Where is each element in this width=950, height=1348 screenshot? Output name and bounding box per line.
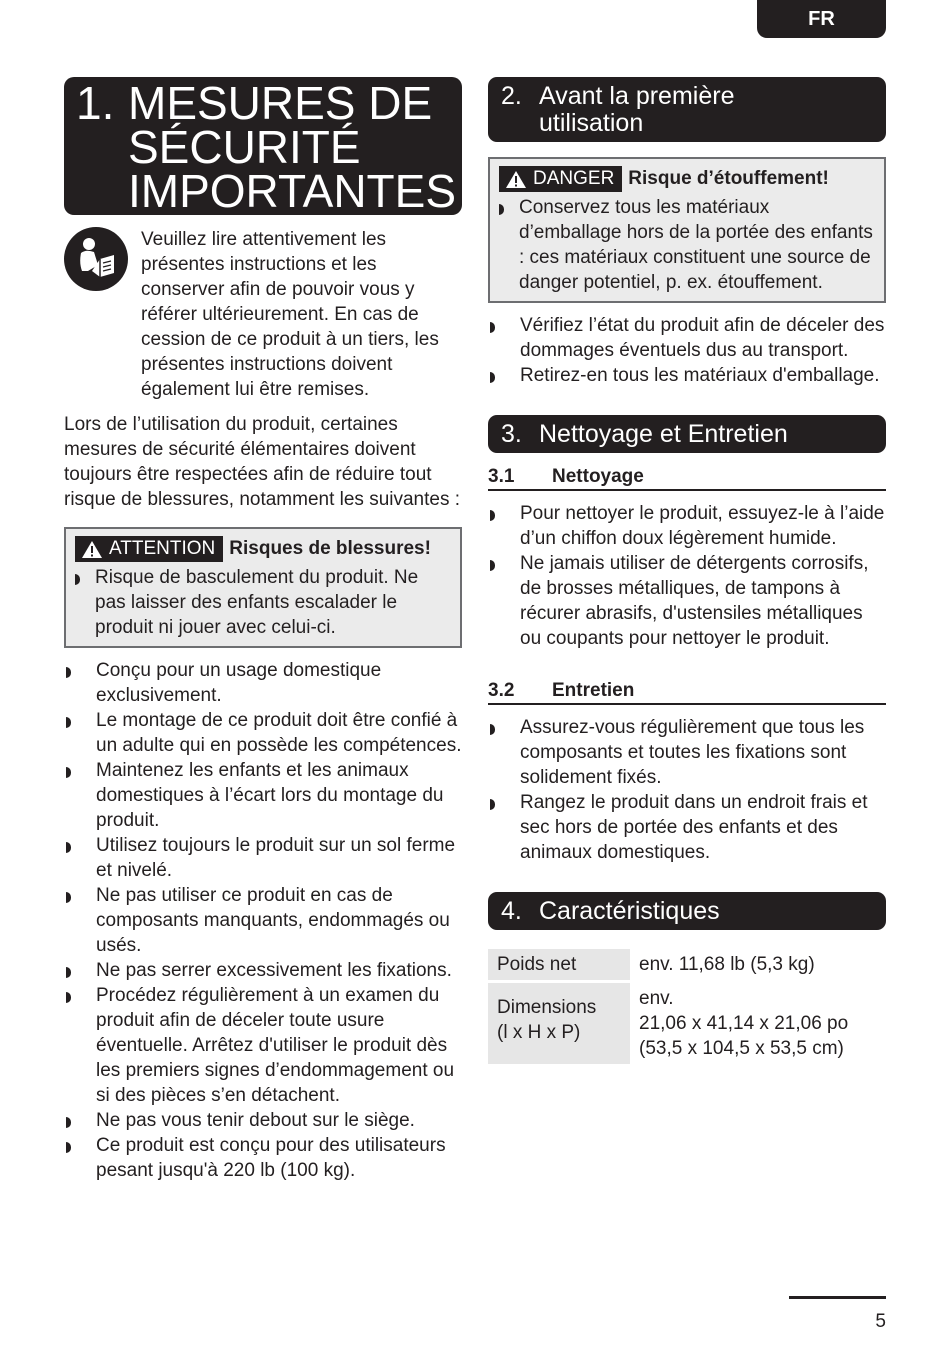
- attention-title: Risques de blessures!: [229, 538, 431, 559]
- spec-value: env. 11,68 lb (5,3 kg): [639, 954, 815, 975]
- section-1-number: 1.: [76, 77, 115, 129]
- list-item: Rangez le produit dans un endroit frais et sec hors de portée des enfants et des animaux domestiques.: [488, 790, 886, 865]
- spec-key: Poids net: [488, 949, 630, 980]
- list-item: Maintenez les enfants et les animaux domestiques à l’écart lors du montage du produit.: [64, 758, 462, 833]
- specs-table: [488, 946, 886, 1067]
- first-use-list: [488, 313, 886, 388]
- warning-icon: [505, 170, 527, 189]
- list-item: Risque de basculement du produit. Ne pas laisser des enfants escalader le produit ni jouer avec celui-ci.: [75, 565, 451, 640]
- list-item: Vérifiez l’état du produit afin de déceler des dommages éventuels dus au transport.: [488, 313, 886, 363]
- list-item: Utilisez toujours le produit sur un sol ferme et nivelé.: [64, 833, 462, 883]
- page-number: 5: [875, 1311, 886, 1332]
- section-4-heading: 4. Caractéristiques: [488, 892, 886, 930]
- table-row: [488, 949, 886, 980]
- list-item: Assurez-vous régulièrement que tous les composants et toutes les fixations sont solidement fixés.: [488, 715, 886, 790]
- list-item: Retirez-en tous les matériaux d'emballage.: [488, 363, 886, 388]
- section-2-heading: 2. Avant la première utilisation: [488, 77, 886, 142]
- list-item: Le montage de ce produit doit être confié à un adulte qui en possède les compétences.: [64, 708, 462, 758]
- intro-block: [64, 227, 462, 402]
- right-column: [488, 77, 886, 1067]
- maintenance-list: [488, 715, 886, 865]
- intro-text: Veuillez lire attentivement les présentes instructions et les conserver afin de pouvoir vous y référer ultérieurement. En cas de cession de ce produit à un tiers, les présentes instructions doivent également lui être remises.: [141, 229, 439, 400]
- spec-key: Dimensions (l x H x P): [488, 983, 630, 1064]
- attention-box: [64, 527, 462, 648]
- section-1-title-line: MESURES DE: [128, 77, 433, 129]
- list-item: Ne pas serrer excessivement les fixations.: [64, 958, 462, 983]
- list-item: Conçu pour un usage domestique exclusivement.: [64, 658, 462, 708]
- list-item: Conservez tous les matériaux d’emballage hors de la portée des enfants : ces matériaux constituent une source de danger potentiel, p. ex. étouffement.: [499, 195, 875, 295]
- section-2-title-line: utilisation: [539, 109, 644, 137]
- section-3-heading: 3. Nettoyage et Entretien: [488, 415, 886, 453]
- read-manual-icon: [64, 227, 128, 291]
- footer-rule: [789, 1296, 886, 1299]
- cleaning-list: [488, 501, 886, 651]
- section-1-title-line: IMPORTANTES: [128, 165, 456, 217]
- spec-value: env. 21,06 x 41,14 x 21,06 po (53,5 x 104,5 x 53,5 cm): [639, 988, 849, 1059]
- table-row: [488, 983, 886, 1064]
- attention-label: ATTENTION: [75, 536, 223, 562]
- list-item: Ne jamais utiliser de détergents corrosifs, de brosses métalliques, de tampons à récurer abrasifs, d'ustensiles métalliques ou coupants pour nettoyer le produit.: [488, 551, 886, 651]
- section-1-title-line: SÉCURITÉ: [128, 121, 361, 173]
- safety-list: [64, 658, 462, 1183]
- list-item: Pour nettoyer le produit, essuyez-le à l’aide d’un chiffon doux légèrement humide.: [488, 501, 886, 551]
- subsection-3-2-heading: 3.2 Entretien: [488, 680, 886, 705]
- danger-title: Risque d’étouffement!: [628, 168, 829, 189]
- section-1-heading: [64, 77, 462, 215]
- list-item: Ne pas utiliser ce produit en cas de composants manquants, endommagés ou usés.: [64, 883, 462, 958]
- safety-paragraph: Lors de l’utilisation du produit, certaines mesures de sécurité élémentaires doivent toujours être respectées afin de réduire tout risque de blessures, notamment les suivantes :: [64, 414, 461, 510]
- left-column: [64, 77, 462, 1183]
- danger-box: [488, 157, 886, 303]
- list-item: Ne pas vous tenir debout sur le siège.: [64, 1108, 462, 1133]
- danger-label: DANGER: [499, 166, 622, 192]
- list-item: Ce produit est conçu pour des utilisateurs pesant jusqu'à 220 lb (100 kg).: [64, 1133, 462, 1183]
- list-item: Procédez régulièrement à un examen du produit afin de déceler toute usure éventuelle. Arrêtez d'utiliser le produit dès les premiers signes d’endommagement ou si des pièces s’en détachent.: [64, 983, 462, 1108]
- language-tab: FR: [757, 0, 886, 38]
- subsection-3-1-heading: 3.1 Nettoyage: [488, 466, 886, 491]
- warning-icon: [81, 540, 103, 559]
- section-2-title-line: Avant la première: [539, 82, 735, 110]
